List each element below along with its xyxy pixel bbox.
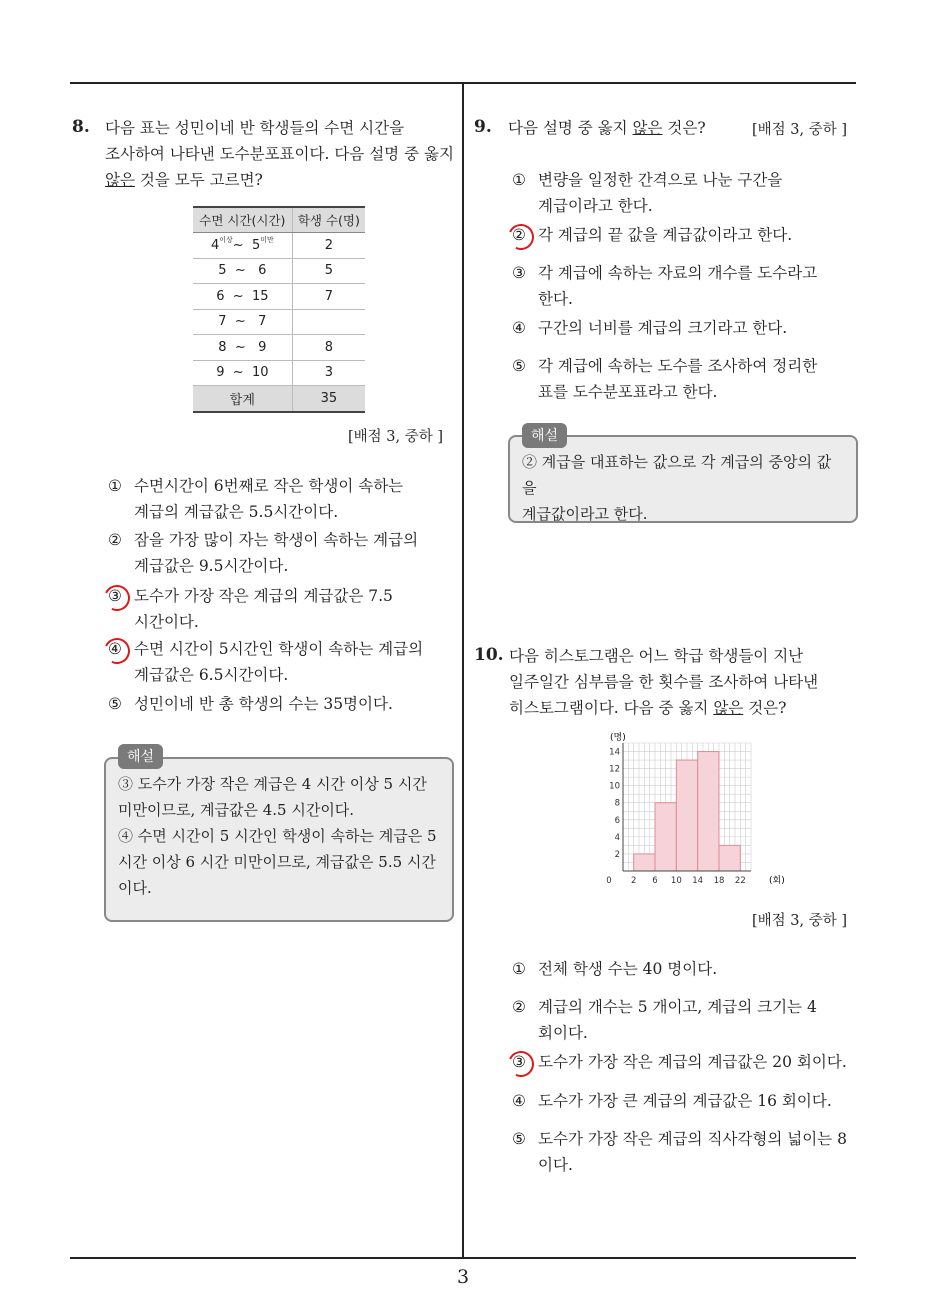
option-mark: ④ — [512, 319, 526, 337]
y-tick-label: 6 — [614, 815, 620, 826]
table-row — [193, 233, 365, 259]
bottom-rule — [70, 1257, 856, 1259]
range-from: 6 — [216, 288, 225, 304]
option-mark: ③ — [512, 1053, 526, 1071]
histogram-bar — [634, 854, 655, 871]
page-number: 3 — [456, 1266, 470, 1288]
option-line-1: 잠을 가장 많이 자는 학생이 속하는 계급의 — [134, 531, 419, 549]
range-to: 5 — [251, 237, 261, 253]
y-tick-label: 14 — [609, 747, 620, 758]
option-line-1: 도수가 가장 작은 계급의 직사각형의 넓이는 8 — [538, 1130, 847, 1148]
table-cell-range — [193, 309, 292, 335]
q10-option-3[interactable] — [512, 1049, 852, 1075]
q8-underlined-word: 않은 — [105, 171, 135, 189]
q8-option-1[interactable] — [108, 473, 458, 525]
table-row — [193, 258, 365, 284]
column-divider — [462, 84, 464, 1257]
option-line-1: 변량을 일정한 간격으로 나눈 구간을 — [538, 171, 783, 189]
q8-score: [배점 3, 중하 ] — [348, 429, 444, 445]
range-from: 4 — [210, 237, 220, 253]
q10-option-4[interactable] — [512, 1088, 852, 1114]
x-tick-label: 10 — [670, 876, 682, 886]
option-line-2: 표를 도수분포표라고 한다. — [538, 383, 718, 401]
option-line-1: 수면시간이 6번째로 작은 학생이 속하는 — [134, 477, 404, 495]
table-cell-range — [193, 335, 292, 361]
option-mark: ② — [512, 998, 526, 1016]
option-mark: ④ — [108, 640, 122, 658]
option-line-1: 계급의 개수는 5 개이고, 계급의 크기는 4 — [538, 998, 817, 1016]
option-line-1: 도수가 가장 작은 계급의 계급값은 20 회이다. — [538, 1053, 847, 1071]
histogram-y-ticks — [609, 748, 620, 860]
q9-explanation-box — [508, 435, 858, 523]
table-row — [193, 284, 365, 310]
q8-question-line-3-rest: 것을 모두 고르면? — [134, 171, 263, 189]
q10-question-line-2: 일주일간 심부름을 한 횟수를 조사하여 나타낸 — [509, 673, 819, 691]
table-row — [193, 335, 365, 361]
range-tilde: ~ — [234, 263, 246, 279]
q10-option-1[interactable] — [512, 956, 852, 982]
option-line-1: 각 계급에 속하는 도수를 조사하여 정리한 — [538, 357, 818, 375]
table-cell-count: 3 — [292, 360, 365, 386]
sup-label-left: 이상 — [219, 235, 233, 244]
q9-option-2[interactable] — [512, 222, 852, 248]
q9-question-prefix: 다음 설명 중 옳지 — [508, 119, 633, 137]
option-mark: ① — [512, 960, 526, 978]
explanation-line: 시간 이상 6 시간 미만이므로, 계급값은 5.5 시간 — [118, 853, 436, 871]
histogram-y-label: (명) — [610, 733, 626, 743]
option-line-2: 시간이다. — [134, 613, 199, 631]
q8-option-5[interactable] — [108, 691, 458, 717]
table-cell-range — [193, 258, 292, 284]
option-line-1: 도수가 가장 작은 계급의 계급값은 7.5 — [134, 587, 393, 605]
q8-frequency-table — [193, 206, 365, 413]
q10-question-line-1: 다음 히스토그램은 어느 학급 학생들이 지난 — [509, 647, 804, 665]
table-row — [193, 360, 365, 386]
x-tick-label: 6 — [652, 876, 658, 886]
table-cell-count: 8 — [292, 335, 365, 361]
range-from: 9 — [216, 365, 225, 381]
q9-option-3[interactable] — [512, 260, 852, 312]
option-line-1: 구간의 너비를 계급의 크기라고 한다. — [538, 319, 788, 337]
range-to: 15 — [251, 288, 269, 304]
option-line-1: 전체 학생 수는 40 명이다. — [538, 960, 718, 978]
table-row — [193, 309, 365, 335]
option-mark: ⑤ — [512, 1130, 526, 1148]
option-mark: ② — [108, 531, 122, 549]
option-mark: ② — [512, 226, 526, 244]
table-total-label: 합계 — [193, 386, 292, 412]
range-tilde: ~ — [232, 288, 244, 304]
histogram-x-label: (회) — [769, 876, 785, 886]
option-line-2: 한다. — [538, 290, 573, 308]
table-cell-range — [193, 360, 292, 386]
q8-question-line-1: 다음 표는 성민이네 반 학생들의 수면 시간을 — [105, 119, 405, 137]
histogram-x-ticks — [606, 876, 745, 886]
q9-underlined-word: 않은 — [632, 119, 663, 137]
q9-question — [508, 115, 706, 141]
q8-explanation-box — [104, 757, 454, 922]
range-to: 6 — [258, 263, 267, 279]
q10-number: 10. — [474, 645, 504, 665]
y-tick-label: 12 — [609, 764, 620, 775]
q10-question-line-3-prefix: 히스토그램이다. 다음 중 옳지 — [509, 699, 714, 717]
table-cell-range — [193, 233, 292, 259]
x-tick-label: 0 — [606, 876, 612, 886]
y-tick-label: 8 — [614, 798, 620, 809]
q10-score: [배점 3, 중하 ] — [752, 913, 848, 929]
range-tilde: ~ — [232, 237, 244, 253]
option-line-2: 계급값은 6.5시간이다. — [134, 666, 289, 684]
range-from: 7 — [218, 314, 227, 330]
q10-underlined-word: 않은 — [713, 699, 744, 717]
option-line-1: 도수가 가장 큰 계급의 계급값은 16 회이다. — [538, 1092, 832, 1110]
range-to: 10 — [251, 365, 269, 381]
q9-score: [배점 3, 중하 ] — [752, 122, 848, 138]
option-mark: ⑤ — [512, 357, 526, 375]
option-line-1: 각 계급에 속하는 자료의 개수를 도수라고 — [538, 264, 818, 282]
q9-option-5[interactable] — [512, 353, 852, 405]
x-tick-label: 2 — [630, 876, 637, 886]
q9-option-1[interactable] — [512, 167, 852, 219]
q8-option-2[interactable] — [108, 527, 458, 579]
q8-option-3[interactable] — [108, 583, 458, 635]
option-line-1: 각 계급의 끝 값을 계급값이라고 한다. — [538, 226, 793, 244]
y-tick-label: 4 — [614, 832, 620, 843]
q8-number: 8. — [72, 117, 90, 137]
explanation-line: 계급값이라고 한다. — [522, 505, 648, 523]
q8-explanation-tag: 해설 — [118, 744, 163, 769]
range-from: 5 — [218, 263, 227, 279]
sup-label-right: 미만 — [260, 235, 274, 244]
table-cell-count: 7 — [292, 284, 365, 310]
q8-question-line-2: 조사하여 나타낸 도수분포표이다. 다음 설명 중 옳지 — [105, 145, 454, 163]
explanation-line: ③ 도수가 가장 작은 계급은 4 시간 이상 5 시간 — [118, 775, 427, 793]
explanation-line: 미만이므로, 계급값은 4.5 시간이다. — [118, 801, 355, 819]
q10-histogram — [605, 726, 795, 891]
table-total-row — [193, 386, 365, 412]
histogram-bar — [698, 752, 719, 871]
range-to: 9 — [258, 339, 267, 355]
option-mark: ④ — [512, 1092, 526, 1110]
q9-number: 9. — [474, 117, 492, 137]
option-mark: ① — [512, 171, 526, 189]
x-tick-label: 18 — [713, 876, 725, 886]
table-cell-count: 2 — [292, 233, 365, 259]
y-tick-label: 10 — [609, 781, 620, 792]
option-mark: ③ — [108, 587, 122, 605]
q10-question — [509, 643, 854, 721]
q8-option-4[interactable] — [108, 636, 458, 688]
option-mark: ③ — [512, 264, 526, 282]
explanation-line: ④ 수면 시간이 5 시간인 학생이 속하는 계급은 5 — [118, 827, 437, 845]
option-mark: ① — [108, 477, 122, 495]
q9-question-suffix: 것은? — [662, 119, 706, 137]
range-to: 7 — [258, 314, 267, 330]
explanation-line: ② 계급을 대표하는 값으로 각 계급의 중앙의 값을 — [522, 453, 832, 497]
table-cell-count — [292, 309, 365, 335]
option-line-2: 계급의 계급값은 5.5시간이다. — [134, 503, 339, 521]
q10-option-2[interactable] — [512, 994, 852, 1046]
histogram-bar — [719, 845, 740, 871]
option-mark: ⑤ — [108, 695, 122, 713]
explanation-line: 이다. — [118, 879, 152, 897]
table-header-row — [193, 207, 365, 233]
histogram-bar — [676, 760, 697, 871]
option-line-1: 성민이네 반 총 학생의 수는 35명이다. — [134, 695, 393, 713]
option-line-1: 수면 시간이 5시간인 학생이 속하는 계급의 — [134, 640, 424, 658]
range-from: 8 — [218, 339, 227, 355]
q8-question-line-3 — [105, 167, 460, 193]
range-tilde: ~ — [234, 339, 246, 355]
q10-question-line-3 — [509, 695, 854, 721]
y-tick-label: 2 — [614, 849, 620, 860]
table-total-value: 35 — [292, 386, 365, 412]
range-tilde: ~ — [234, 314, 246, 330]
table-header-student-count: 학생 수(명) — [292, 207, 365, 233]
table-cell-range — [193, 284, 292, 310]
table-header-sleep-time: 수면 시간(시간) — [193, 207, 292, 233]
option-line-2: 계급값은 9.5시간이다. — [134, 557, 289, 575]
table-cell-count: 5 — [292, 258, 365, 284]
option-line-2: 이다. — [538, 1156, 573, 1174]
x-tick-label: 22 — [734, 876, 746, 886]
q8-question — [105, 115, 460, 193]
histogram-bar — [655, 803, 676, 871]
x-tick-label: 14 — [692, 876, 704, 886]
q10-question-line-3-suffix: 것은? — [743, 699, 787, 717]
q10-option-5[interactable] — [512, 1126, 852, 1178]
range-tilde: ~ — [232, 365, 244, 381]
q9-explanation-tag: 해설 — [522, 423, 567, 448]
option-line-2: 회이다. — [538, 1024, 588, 1042]
option-line-2: 계급이라고 한다. — [538, 197, 653, 215]
q9-option-4[interactable] — [512, 315, 852, 341]
